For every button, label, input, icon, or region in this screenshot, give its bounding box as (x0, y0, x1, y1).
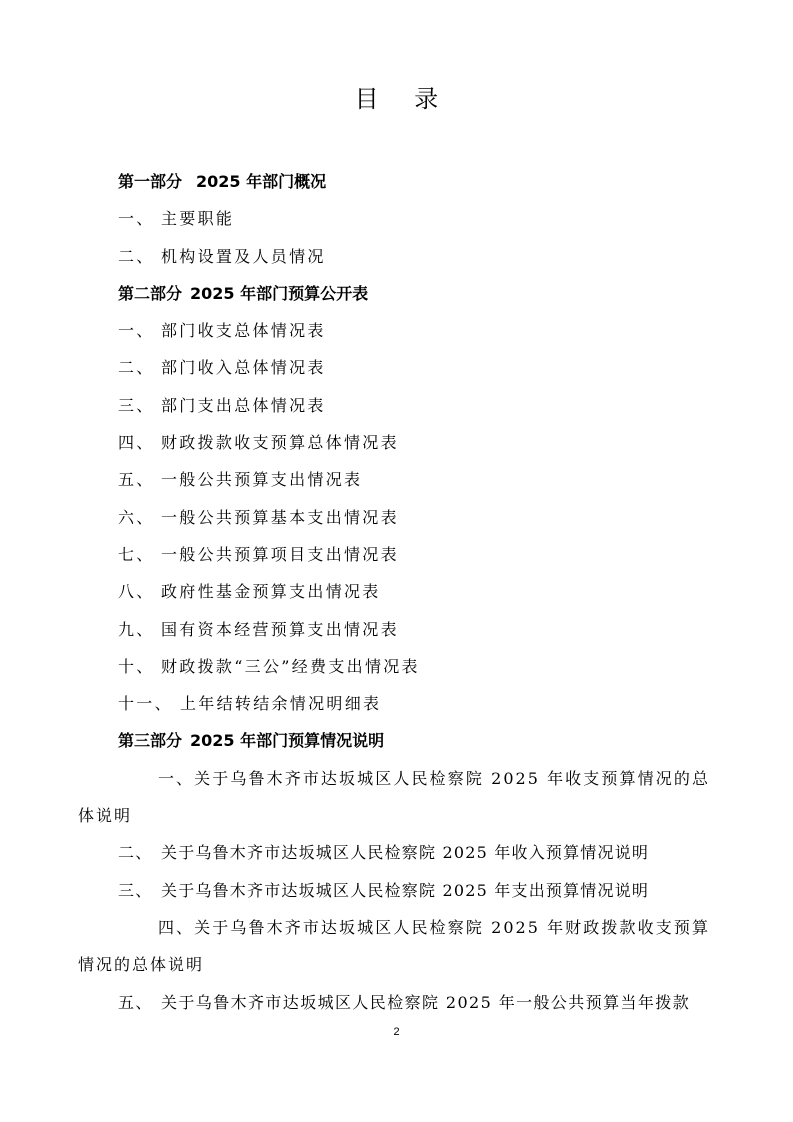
toc-item[interactable] (118, 200, 710, 237)
toc-item-text: 上年结转结余情况明细表 (180, 694, 382, 714)
toc-item[interactable] (118, 872, 710, 909)
toc-item-number: 五、 (118, 470, 155, 490)
toc-item[interactable] (118, 312, 710, 349)
toc-item-number: 十、 (118, 656, 155, 676)
toc-item-text: 部门支出总体情况表 (161, 395, 326, 415)
toc-item[interactable] (118, 611, 710, 648)
toc-item-number: 四、 (118, 433, 155, 453)
section-part-label: 第一部分 (118, 172, 183, 191)
table-of-contents (78, 163, 710, 1021)
section-heading-part-3[interactable] (118, 722, 710, 759)
toc-item[interactable] (118, 424, 710, 461)
toc-item-text: 机构设置及人员情况 (161, 246, 326, 266)
toc-item-text: 部门收入总体情况表 (161, 358, 326, 378)
toc-item-text: 关于乌鲁木齐市达坂城区人民检察院 2025 年支出预算情况说明 (161, 880, 650, 900)
toc-item-number: 三、 (118, 395, 155, 415)
toc-item-number: 一、 (118, 209, 155, 229)
toc-item-number: 九、 (118, 619, 155, 639)
toc-item[interactable] (118, 573, 710, 610)
page-title: 目 录 (354, 85, 453, 113)
section-part-title: 2025 年部门概况 (196, 172, 327, 191)
section-part-title: 2025 年部门预算公开表 (190, 283, 369, 303)
toc-item-text: 一般公共预算支出情况表 (161, 470, 363, 490)
toc-item-text: 财政拨款“三公”经费支出情况表 (161, 656, 420, 676)
section-heading-part-1[interactable] (118, 163, 710, 200)
toc-item-text: 一般公共预算基本支出情况表 (161, 507, 399, 527)
toc-item-text: 国有资本经营预算支出情况表 (161, 619, 399, 639)
toc-item[interactable] (78, 760, 710, 835)
toc-item-text: 关于乌鲁木齐市达坂城区人民检察院 2025 年收支预算情况的总体说明 (78, 768, 710, 826)
toc-item[interactable] (118, 685, 710, 722)
toc-item-number: 一、 (118, 321, 155, 341)
toc-item[interactable] (118, 834, 710, 871)
toc-item-text: 主要职能 (161, 209, 235, 229)
page-number: 2 (393, 1026, 400, 1038)
toc-item[interactable] (118, 349, 710, 386)
toc-item[interactable] (118, 238, 710, 275)
toc-item-text: 关于乌鲁木齐市达坂城区人民检察院 2025 年财政拨款收支预算情况的总体说明 (78, 917, 710, 975)
toc-item-number: 一、 (158, 768, 195, 788)
toc-item[interactable] (118, 387, 710, 424)
toc-item-text: 一般公共预算项目支出情况表 (161, 544, 399, 564)
toc-item-number: 八、 (118, 582, 155, 602)
toc-item-text: 财政拨款收支预算总体情况表 (161, 433, 399, 453)
toc-item[interactable] (118, 648, 710, 685)
toc-item[interactable] (118, 499, 710, 536)
toc-item-text: 关于乌鲁木齐市达坂城区人民检察院 2025 年收入预算情况说明 (161, 843, 650, 863)
toc-item-text: 部门收支总体情况表 (161, 321, 326, 341)
toc-item-number: 二、 (118, 358, 155, 378)
toc-item-number: 十一、 (118, 694, 173, 714)
toc-item-text: 关于乌鲁木齐市达坂城区人民检察院 2025 年一般公共预算当年拨款 (161, 992, 691, 1012)
toc-item-number: 三、 (118, 880, 153, 900)
section-part-label: 第二部分 (118, 283, 183, 303)
toc-item-number: 四、 (158, 917, 195, 937)
toc-item-number: 六、 (118, 507, 155, 527)
toc-item[interactable] (118, 536, 710, 573)
toc-item-number: 五、 (118, 992, 153, 1012)
section-part-title: 2025 年部门预算情况说明 (190, 731, 385, 751)
section-heading-part-2[interactable] (118, 275, 710, 312)
toc-item-text: 政府性基金预算支出情况表 (161, 582, 381, 602)
toc-item[interactable] (118, 984, 710, 1021)
section-part-label: 第三部分 (118, 731, 183, 751)
toc-item[interactable] (78, 909, 710, 984)
toc-item[interactable] (118, 461, 710, 498)
toc-item-number: 二、 (118, 843, 153, 863)
toc-item-number: 二、 (118, 246, 155, 266)
toc-item-number: 七、 (118, 544, 155, 564)
